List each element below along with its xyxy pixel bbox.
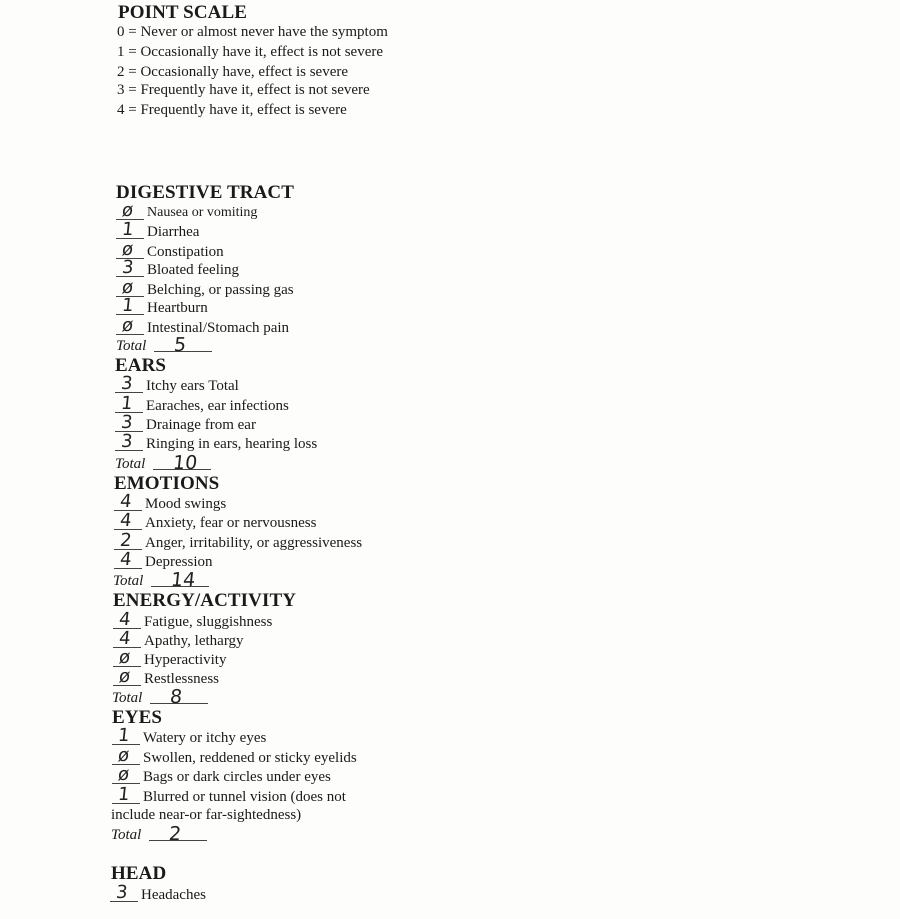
point-scale-title: POINT SCALE — [118, 2, 248, 23]
handwritten-score: 4 — [118, 549, 133, 570]
symptom-label: Watery or itchy eyes — [143, 730, 267, 746]
score-blank — [116, 314, 144, 335]
symptom-label: Fatigue, sluggishness — [144, 614, 273, 630]
emotions-title: EMOTIONS — [114, 473, 220, 494]
handwritten-total: 10 — [171, 452, 199, 474]
handwritten-score: ø — [116, 764, 131, 785]
score-blank — [114, 548, 142, 569]
symptom-label: Depression — [145, 554, 213, 570]
symptom-label-continued: include near-or far-sightedness) — [111, 807, 302, 823]
score-blank — [113, 646, 141, 667]
handwritten-score: 1 — [120, 295, 135, 316]
handwritten-score: 3 — [120, 257, 135, 278]
symptom-label: Drainage from ear — [146, 417, 256, 433]
digestive-tract-title: DIGESTIVE TRACT — [116, 182, 295, 203]
total-label: Total — [112, 690, 143, 706]
point-scale-line-1: 1 = Occasionally have it, effect is not severe — [117, 44, 384, 60]
handwritten-total: 2 — [167, 823, 183, 845]
head-title: HEAD — [111, 863, 167, 884]
symptom-label: Constipation — [147, 244, 224, 260]
total-label: Total — [116, 338, 147, 354]
handwritten-score: 4 — [117, 628, 132, 649]
total-label: Total — [111, 827, 142, 843]
handwritten-total: 8 — [168, 686, 184, 708]
symptom-label: Intestinal/Stomach pain — [147, 320, 290, 336]
handwritten-score: ø — [120, 277, 135, 298]
score-blank — [112, 744, 140, 765]
score-blank — [114, 529, 142, 550]
point-scale-line-4: 4 = Frequently have it, effect is severe — [117, 102, 347, 118]
score-blank — [116, 294, 144, 315]
handwritten-score: ø — [120, 315, 135, 336]
score-blank — [113, 608, 141, 629]
symptom-label: Ringing in ears, hearing loss — [146, 436, 318, 452]
handwritten-score: 3 — [119, 431, 134, 452]
symptom-label: Mood swings — [145, 496, 227, 512]
score-blank — [114, 509, 142, 530]
total-label: Total — [115, 456, 146, 472]
handwritten-score: 3 — [119, 412, 134, 433]
eyes-title: EYES — [112, 707, 163, 728]
symptom-label: Hyperactivity — [144, 652, 227, 668]
score-blank — [112, 724, 140, 745]
score-blank — [113, 627, 141, 648]
score-blank — [115, 372, 143, 393]
score-blank — [112, 783, 140, 804]
point-scale-line-3: 3 = Frequently have it, effect is not severe — [117, 82, 370, 98]
total-label: Total — [113, 573, 144, 589]
handwritten-score: ø — [117, 666, 132, 687]
score-blank — [116, 218, 144, 239]
symptom-label: Blurred or tunnel vision (does not — [143, 789, 346, 805]
score-blank — [115, 392, 143, 413]
symptom-label: Belching, or passing gas — [147, 282, 294, 298]
handwritten-total: 5 — [172, 334, 188, 356]
handwritten-score: ø — [117, 647, 132, 668]
handwritten-score: 3 — [119, 373, 134, 394]
symptom-label: Bags or dark circles under eyes — [143, 769, 331, 785]
handwritten-score: 1 — [116, 784, 131, 805]
handwritten-total: 14 — [169, 569, 197, 591]
handwritten-score: 2 — [118, 530, 133, 551]
symptom-label: Anger, irritability, or aggressiveness — [145, 535, 363, 551]
score-blank — [112, 763, 140, 784]
symptom-label: Anxiety, fear or nervousness — [145, 515, 317, 531]
symptom-label: Itchy ears Total — [146, 378, 239, 394]
handwritten-score: 4 — [117, 609, 132, 630]
score-blank — [113, 665, 141, 686]
symptom-label: Heartburn — [147, 300, 208, 316]
symptom-label: Swollen, reddened or sticky eyelids — [143, 750, 357, 766]
handwritten-score: 4 — [118, 510, 133, 531]
symptom-label: Headaches — [141, 887, 206, 903]
score-blank — [116, 199, 144, 220]
point-scale-line-2: 2 = Occasionally have, effect is severe — [117, 64, 348, 80]
ears-title: EARS — [115, 355, 167, 376]
score-blank — [115, 411, 143, 432]
symptom-label: Earaches, ear infections — [146, 398, 289, 414]
symptom-label: Diarrhea — [147, 224, 200, 240]
score-blank — [115, 430, 143, 451]
score-blank — [110, 881, 138, 902]
handwritten-score: 4 — [118, 491, 133, 512]
symptom-label: Bloated feeling — [147, 262, 240, 278]
handwritten-score: ø — [120, 200, 135, 221]
handwritten-score: 1 — [119, 393, 134, 414]
symptom-label: Apathy, lethargy — [144, 633, 244, 649]
handwritten-score: 3 — [114, 882, 129, 903]
handwritten-score: 1 — [116, 725, 131, 746]
point-scale-line-0: 0 = Never or almost never have the symptom — [117, 24, 388, 40]
handwritten-score: ø — [116, 745, 131, 766]
handwritten-score: ø — [120, 239, 135, 260]
score-blank — [116, 256, 144, 277]
symptom-label: Restlessness — [144, 671, 219, 687]
score-blank — [114, 490, 142, 511]
energy-activity-title: ENERGY/ACTIVITY — [113, 590, 297, 611]
handwritten-score: 1 — [120, 219, 135, 240]
symptom-label: Nausea or vomiting — [147, 205, 258, 220]
